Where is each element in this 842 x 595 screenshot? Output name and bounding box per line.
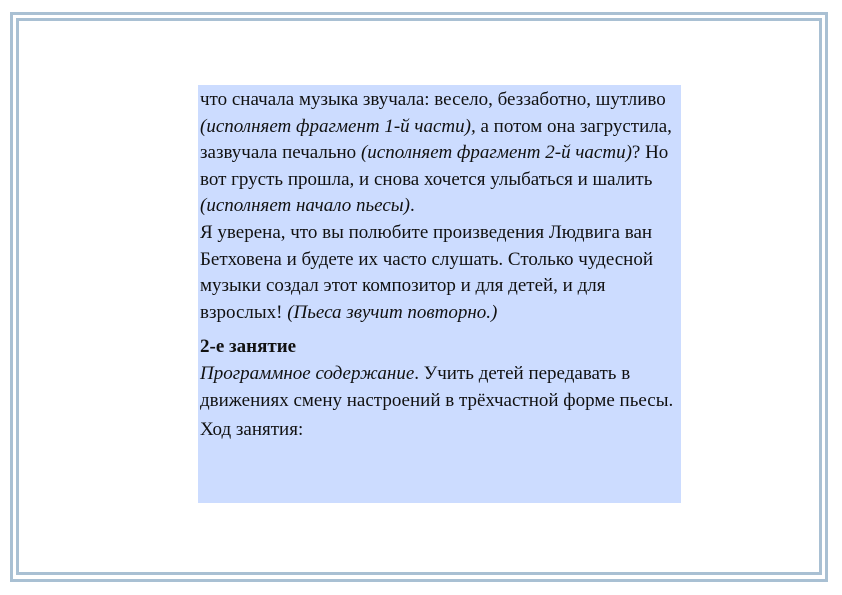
stage-direction: (исполняет фрагмент 1-й части), (200, 115, 476, 137)
lesson-progress-label: Ход занятия: (200, 419, 304, 441)
paragraph-program-content: Программное содержание. Учить детей передавать в движениях смену настроений в трёхчастной форме пьесы. (200, 362, 674, 411)
stage-direction: (исполняет начало пьесы) (200, 195, 410, 217)
paragraph-music-story: что сначала музыка звучала: весело, беззаботно, шутливо (исполняет фрагмент 1-й части), а потом она загрустила, зазвучала печально (исполняет фрагмент 2-й части)? Но вот грусть прошла, и снова хочется улыбаться и шалить (исполняет начало пьесы). (200, 89, 672, 217)
slide-text-box (198, 85, 681, 503)
paragraph-beethoven: Я уверена, что вы полюбите произведения Людвига ван Бетховена и будете их часто слушать. Столько чудесной музыки создал этот композитор и для детей, и для взрослых! (Пьеса звучит повторно.) (200, 221, 654, 323)
program-content-label: Программное содержание (200, 362, 415, 384)
stage-direction: (исполняет фрагмент 2-й части) (360, 142, 632, 164)
stage-direction: (Пьеса звучит повторно.) (287, 301, 498, 323)
lesson-heading: 2-е занятие (200, 336, 297, 358)
